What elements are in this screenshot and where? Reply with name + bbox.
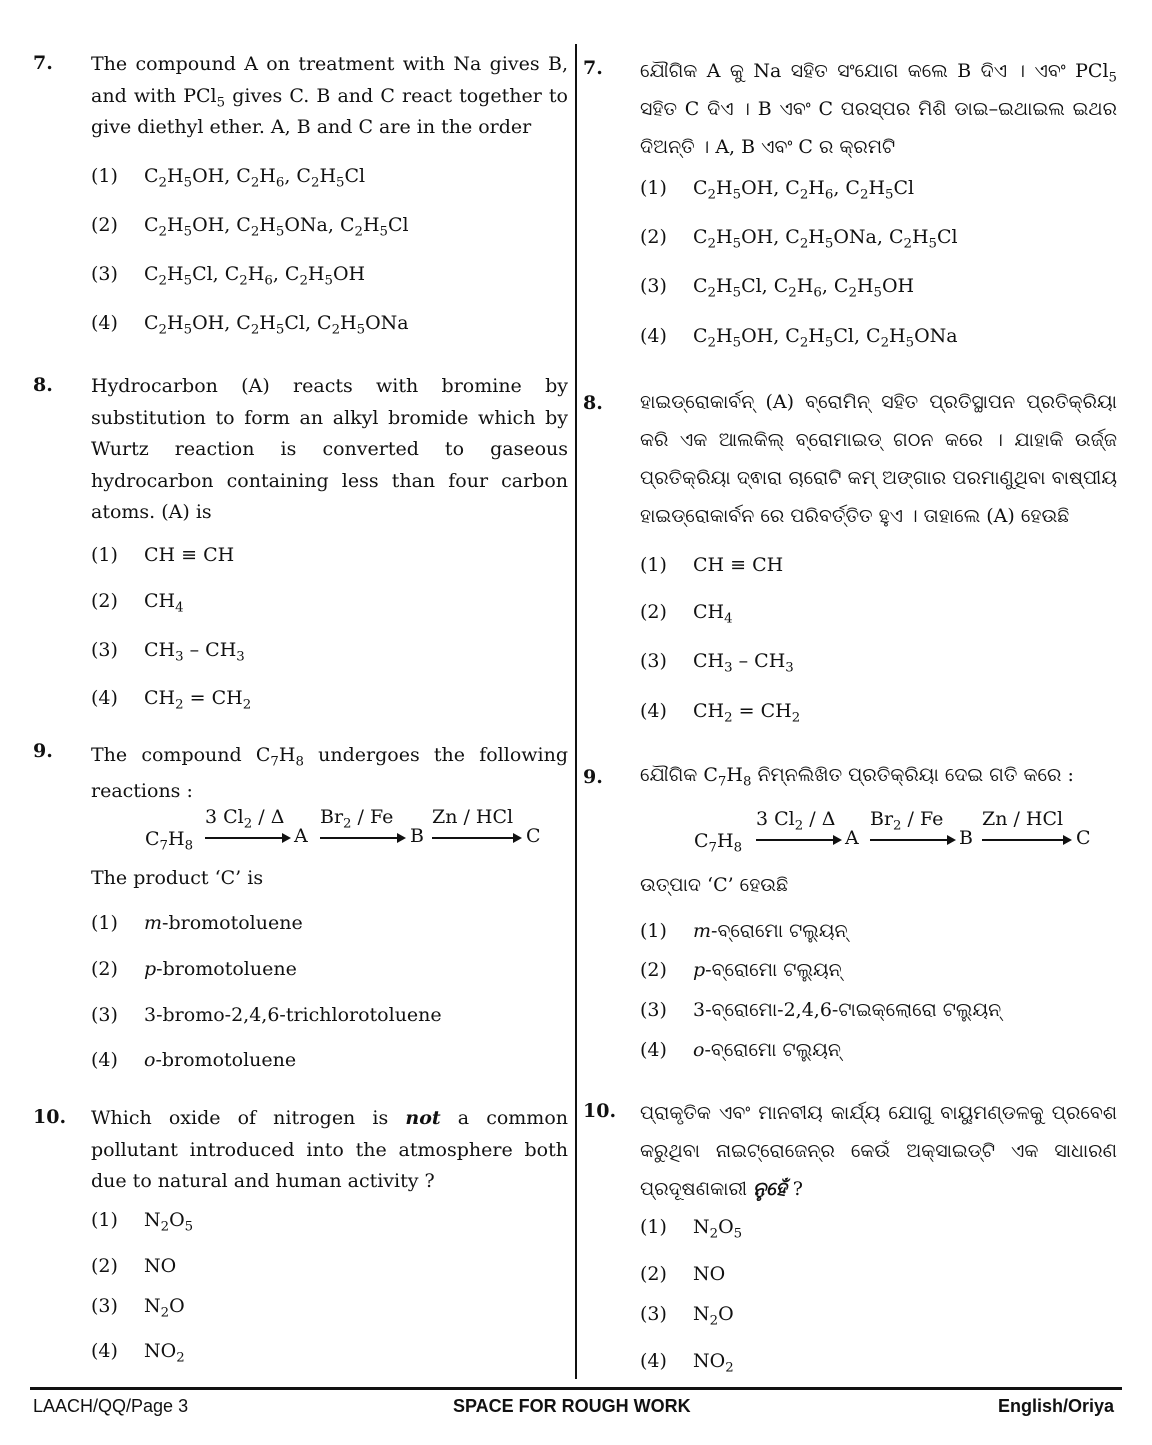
eq-product: C xyxy=(526,825,541,847)
arrow-icon xyxy=(982,839,1070,841)
question-number: 8. xyxy=(33,374,53,396)
eq-int2: B xyxy=(959,827,973,849)
question-number: 7. xyxy=(33,52,53,74)
q9-product-label: The product ‘C’ is xyxy=(91,867,264,889)
page-label: LAACH/QQ/Page 3 xyxy=(33,1396,189,1416)
question-9-text: ଯୌଗିକ $C_7H_8$ ନିମ୍ନଲିଖିତ ପ୍ରତିକ୍ରିୟା ଦେଇ ଗତି କରେ : xyxy=(640,764,1074,790)
question-10-text: ପ୍ରାକୃତିକ ଏବଂ ମାନବୀୟ କାର୍ଯ୍ୟ ଯୋଗୁ ବାୟୁମଣ୍ଡଳକୁ ପ୍ରବେଶ କରୁଥିବା ନାଇଟ୍ରୋଜେନ୍‌ର କେଉଁ ଅକ୍ସାଇଡ୍‌ଟି ଏକ ସାଧାରଣ ପ୍ରଦୂଷଣକାରୀ ନୁହେଁ ? xyxy=(640,1102,1117,1200)
eq-reactant: $C_7H_8$ xyxy=(694,830,743,856)
question-number: 10. xyxy=(583,1100,617,1122)
arrow-icon xyxy=(756,839,840,841)
question-9-text: The compound $C_7H_8$ undergoes the following reactions : xyxy=(91,744,568,802)
eq-int1: A xyxy=(294,825,308,847)
eq-product: C xyxy=(1076,827,1091,849)
question-number: 9. xyxy=(583,766,603,788)
reaction-equation xyxy=(694,808,1114,858)
rough-work-label: SPACE FOR ROUGH WORK xyxy=(453,1396,691,1416)
arrow-icon xyxy=(432,837,520,839)
question-8-text: Hydrocarbon (A) reacts with bromine by substitution to form an alkyl bromide which by Wurtz reaction is converted to gaseous hydrocarbon containing less than four carbon atoms. (A) is xyxy=(91,375,568,523)
arrow-icon xyxy=(320,837,404,839)
question-number: 10. xyxy=(33,1106,67,1128)
question-8-text: ହାଇଡ୍ରୋକାର୍ବନ୍ (A) ବ୍ରୋମିନ୍ ସହିତ ପ୍ରତିସ୍ଥାପନ ପ୍ରତିକ୍ରିୟା କରି ଏକ ଆଲକିଲ୍ ବ୍ରୋମାଇଡ୍ ଗଠନ କରେ । ଯାହାକି ଉର୍ଜ୍ଜ ପ୍ରତିକ୍ରିୟା ଦ୍ଵାରା ଚାରୋଟି କମ୍ ଅଙ୍ଗାର ପରମାଣୁଥିବା ବାଷ୍ପୀୟ ହାଇଡ୍ରୋକାର୍ବନ ରେ ପରିବର୍ତ୍ତିତ ହୁଏ । ତାହାଲେ (A) ହେଉଛି xyxy=(640,391,1117,527)
q9-product-label: ଉତ୍ପାଦ ‘C’ ହେଉଛି xyxy=(640,874,789,896)
question-number: 8. xyxy=(583,392,603,414)
question-number: 7. xyxy=(583,57,603,79)
question-number: 9. xyxy=(33,740,53,762)
eq-step2: $Br_2$ / Fe xyxy=(320,806,394,832)
arrow-icon xyxy=(870,839,954,841)
reaction-equation xyxy=(145,806,565,856)
eq-step3: Zn / HCl xyxy=(432,806,514,828)
eq-step1: 3 $Cl_2$ / Δ xyxy=(205,806,285,832)
language-label: English/Oriya xyxy=(998,1396,1115,1416)
column-divider xyxy=(575,44,577,1379)
arrow-icon xyxy=(205,837,289,839)
eq-int1: A xyxy=(845,827,859,849)
question-7-text: The compound A on treatment with Na gives B, and with PCl$_5$ gives C. B and C react together to give diethyl ether. A, B and C are in the order xyxy=(91,53,568,138)
eq-step1: 3 $Cl_2$ / Δ xyxy=(756,808,836,834)
question-10-text: Which oxide of nitrogen is not a common pollutant introduced into the atmosphere both due to natural and human activity ? xyxy=(91,1107,568,1192)
eq-reactant: $C_7H_8$ xyxy=(145,828,194,854)
footer-rule xyxy=(30,1387,1122,1390)
eq-step3: Zn / HCl xyxy=(982,808,1064,830)
question-7-text: ଯୌଗିକ A କୁ Na ସହିତ ସଂଯୋଗ କଲେ B ଦିଏ । ଏବଂ PCl$_5$ ସହିତ C ଦିଏ । B ଏବଂ C ପରସ୍ପର ମିଶି ଡାଇ–ଇଥାଇଲ ଇଥର ଦିଅନ୍ତି । A, B ଏବଂ C ର କ୍ରମଟି xyxy=(640,60,1117,158)
eq-int2: B xyxy=(410,825,424,847)
eq-step2: $Br_2$ / Fe xyxy=(870,808,944,834)
